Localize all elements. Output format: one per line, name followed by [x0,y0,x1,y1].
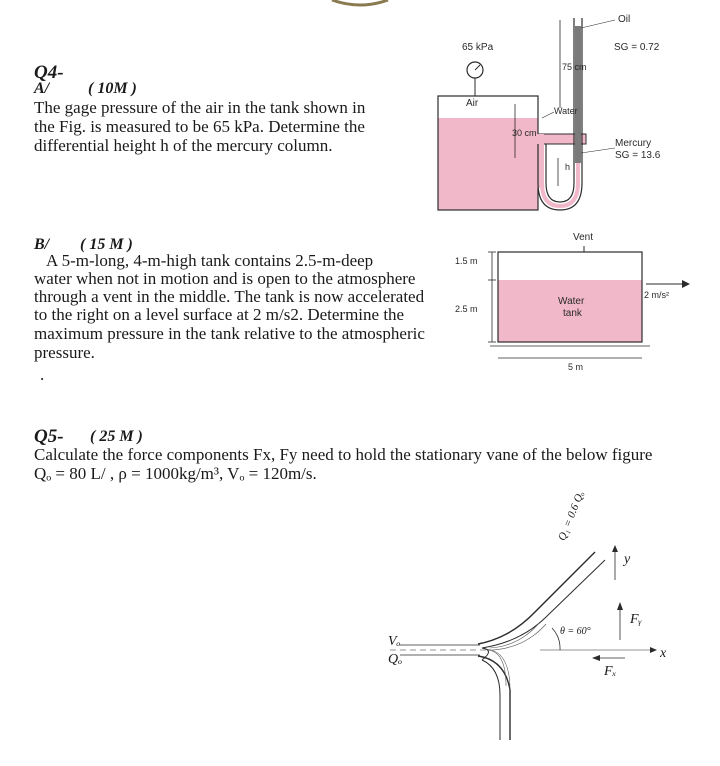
q5-text: Calculate the force components Fx, Fy need to hold the stationary vane of the below figure [34,445,653,464]
q4-part-b-line-1: A 5-m-long, 4-m-high tank contains 2.5-m-deep [46,251,374,270]
q1-label: Q₁ = 0.6 Qₒ [556,489,587,543]
oil-sg-label: SG = 0.72 [614,42,660,53]
water-tank-label-2: tank [563,308,582,319]
q4-part-a-label: A/ [34,80,50,97]
y-label: y [624,552,631,567]
fy-label: Fᵧ [630,612,642,627]
q4-title: Q4- [34,62,64,83]
fx-arrow-icon [592,655,600,661]
oil-label: Oil [618,14,631,25]
header-decoration [330,0,390,8]
stray-mark: . [40,365,45,384]
q4-part-a-line-2: the Fig. is measured to be 65 kPa. Determine the [34,117,365,136]
air-label: Air [466,98,479,109]
water-tank-label-1: Water [558,296,585,307]
h-label: h [565,162,571,172]
height-1-label: 1.5 m [455,256,478,266]
q4-part-b-line-5: maximum pressure in the tank relative to the atmospheric [34,324,425,343]
q4-part-b-line-3: through a vent in the middle. The tank is now accelerated [34,287,425,306]
q4-part-a-line-3: differential height h of the mercury column. [34,136,333,155]
acceleration-label: 2 m/s² [644,290,670,300]
x-label: x [660,646,667,661]
theta-label: θ = 60° [560,626,591,637]
q4-part-a-marks: ( 10M ) [88,80,137,97]
mercury-label: Mercury [615,138,652,149]
q4-part-b-marks: ( 15 M ) [80,236,133,253]
x-axis-arrow-icon [650,647,657,653]
q5-given: Qₒ = 80 L/ , ρ = 1000kg/m³, Vₒ = 120m/s. [34,464,317,483]
vane-lower [478,656,510,740]
fx-label: Fₓ [604,664,617,679]
length-label: 5 m [568,362,584,372]
oil-column [575,26,581,163]
oil-height-label: 75 cm [562,62,587,72]
mercury-sg-label: SG = 13.6 [615,150,661,161]
gauge-label: 65 kPa [462,42,494,53]
air-region [438,96,538,118]
q4-part-b-line-6: pressure. [34,343,95,362]
q4-part-b-label: B/ [34,236,50,253]
y-axis-arrow-icon [612,545,618,552]
qo-label: Qₒ [388,652,403,667]
q5-marks: ( 25 M ) [90,428,143,445]
q4-part-b-line-4: to the right on a level surface at 2 m/s2. Determine the [34,305,405,324]
water-label: Water [554,106,578,116]
q4-part-a-line-1: The gage pressure of the air in the tank shown in [34,98,366,117]
acceleration-arrow-icon [682,280,690,288]
water-height-label: 30 cm [512,128,537,138]
q5-title: Q5- [34,426,64,447]
height-2-label: 2.5 m [455,304,478,314]
vo-label: Vₒ [388,634,401,649]
vent-label: Vent [573,232,594,243]
q4-part-b-line-2: water when not in motion and is open to the atmosphere [34,269,416,288]
fy-arrow-icon [617,602,623,610]
